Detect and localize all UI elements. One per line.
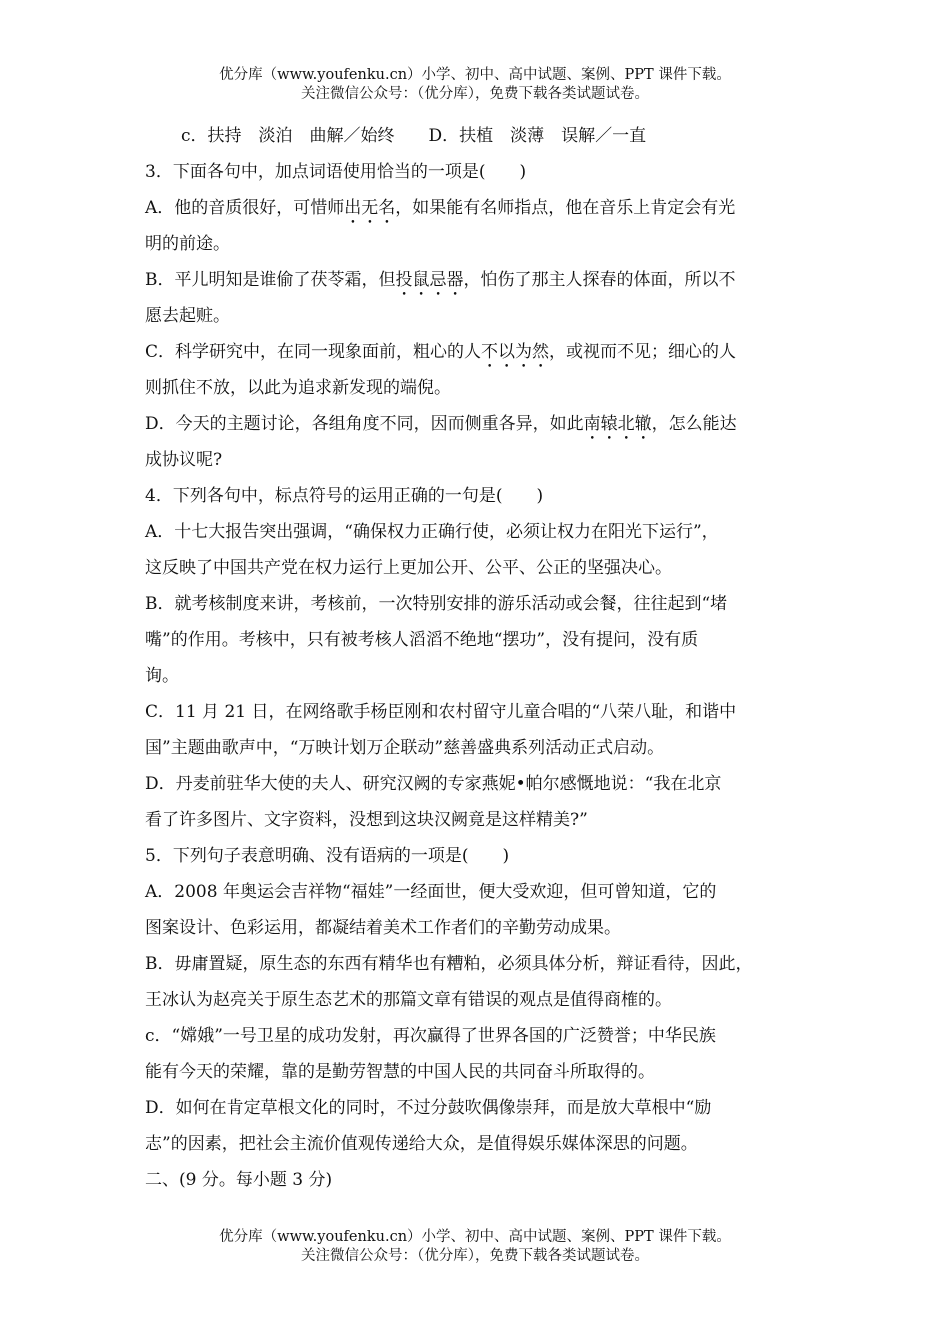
document-body xyxy=(145,118,825,1198)
page-header xyxy=(0,66,950,104)
q3-b-dotted-term: 投鼠忌器 xyxy=(395,270,464,290)
header-line-1: 优分库（www.youfenku.cn）小学、初中、高中试题、案例、PPT 课件下载。 xyxy=(219,67,731,83)
footer-line-1: 优分库（www.youfenku.cn）小学、初中、高中试题、案例、PPT 课件下载。 xyxy=(219,1229,731,1245)
q4-option-b-3: 询。 xyxy=(145,666,179,686)
q2-options-cd: c．扶持 淡泊 曲解／始终 D．扶植 淡薄 误解／一直 xyxy=(181,126,647,146)
q3-option-a-cont: 明的前途。 xyxy=(145,234,230,254)
q5-stem: 5．下列句子表意明确、没有语病的一项是( ) xyxy=(145,846,510,866)
q4-option-a-2: 这反映了中国共产党在权力运行上更加公开、公平、公正的坚强决心。 xyxy=(145,558,672,578)
q4-option-b-2: 嘴”的作用。考核中，只有被考核人滔滔不绝地“摆功”，没有提问，没有质 xyxy=(145,630,699,650)
q4-option-c-2: 国”主题曲歌声中，“万映计划万企联动”慈善盛典系列活动正式启动。 xyxy=(145,738,665,758)
q5-option-c-1: c．“嫦娥”一号卫星的成功发射，再次赢得了世界各国的广泛赞誉；中华民族 xyxy=(145,1026,716,1046)
q5-option-a-1: A．2008 年奥运会吉祥物“福娃”一经面世，便大受欢迎，但可曾知道，它的 xyxy=(145,882,717,902)
footer-line-2: 关注微信公众号：（优分库），免费下载各类试题试卷。 xyxy=(301,1248,649,1264)
q3-a-dotted-term: 出无名 xyxy=(344,198,396,218)
q3-d-dotted-term: 南辕北辙 xyxy=(583,414,652,434)
q4-stem: 4．下列各句中，标点符号的运用正确的一句是( ) xyxy=(145,486,544,506)
q3-option-c-cont: 则抓住不放，以此为追求新发现的端倪。 xyxy=(145,378,451,398)
q5-option-a-2: 图案设计、色彩运用，都凝结着美术工作者们的辛勤劳动成果。 xyxy=(145,918,621,938)
q4-option-d-1: D．丹麦前驻华大使的夫人、研究汉阙的专家燕妮•帕尔感慨地说：“我在北京 xyxy=(145,774,722,794)
q3-option-d: D．今天的主题讨论，各组角度不同，因而侧重各异，如此南辕北辙，怎么能达 xyxy=(145,414,737,434)
q3-option-a: A．他的音质很好，可惜师出无名，如果能有名师指点，他在音乐上肯定会有光 xyxy=(145,198,736,218)
q5-option-b-2: 王冰认为赵亮关于原生态艺术的那篇文章有错误的观点是值得商榷的。 xyxy=(145,990,672,1010)
q3-stem: 3．下面各句中，加点词语使用恰当的一项是( ) xyxy=(145,162,527,182)
q3-c-dotted-term: 不以为然 xyxy=(481,342,550,362)
q4-option-a-1: A．十七大报告突出强调，“确保权力正确行使，必须让权力在阳光下运行”， xyxy=(145,522,719,542)
q3-option-b: B．平儿明知是谁偷了茯苓霜，但投鼠忌器，怕伤了那主人探春的体面，所以不 xyxy=(145,270,736,290)
q5-option-d-2: 志”的因素，把社会主流价值观传递给大众，是值得娱乐媒体深思的问题。 xyxy=(145,1134,698,1154)
q3-option-c: C．科学研究中，在同一现象面前，粗心的人不以为然，或视而不见；细心的人 xyxy=(145,342,737,362)
q4-option-d-2: 看了许多图片、文字资料，没想到这块汉阙竟是这样精美?” xyxy=(145,810,588,830)
q5-option-d-1: D．如何在肯定草根文化的同时，不过分鼓吹偶像崇拜，而是放大草根中“励 xyxy=(145,1098,712,1118)
q4-option-b-1: B．就考核制度来讲，考核前，一次特别安排的游乐活动或会餐，往往起到“堵 xyxy=(145,594,728,614)
q4-option-c-1: C．11 月 21 日，在网络歌手杨臣刚和农村留守儿童合唱的“八荣八耻，和谐中 xyxy=(145,702,737,722)
q3-option-b-cont: 愿去起赃。 xyxy=(145,306,230,326)
q5-option-c-2: 能有今天的荣耀，靠的是勤劳智慧的中国人民的共同奋斗所取得的。 xyxy=(145,1062,655,1082)
header-line-2: 关注微信公众号：（优分库），免费下载各类试题试卷。 xyxy=(301,86,649,102)
q3-option-d-cont: 成协议呢? xyxy=(145,450,223,470)
q5-option-b-1: B．毋庸置疑，原生态的东西有精华也有糟粕，必须具体分析，辩证看待，因此， xyxy=(145,954,753,974)
page-footer xyxy=(0,1228,950,1266)
section-2-title: 二、(9 分。每小题 3 分) xyxy=(145,1170,333,1190)
